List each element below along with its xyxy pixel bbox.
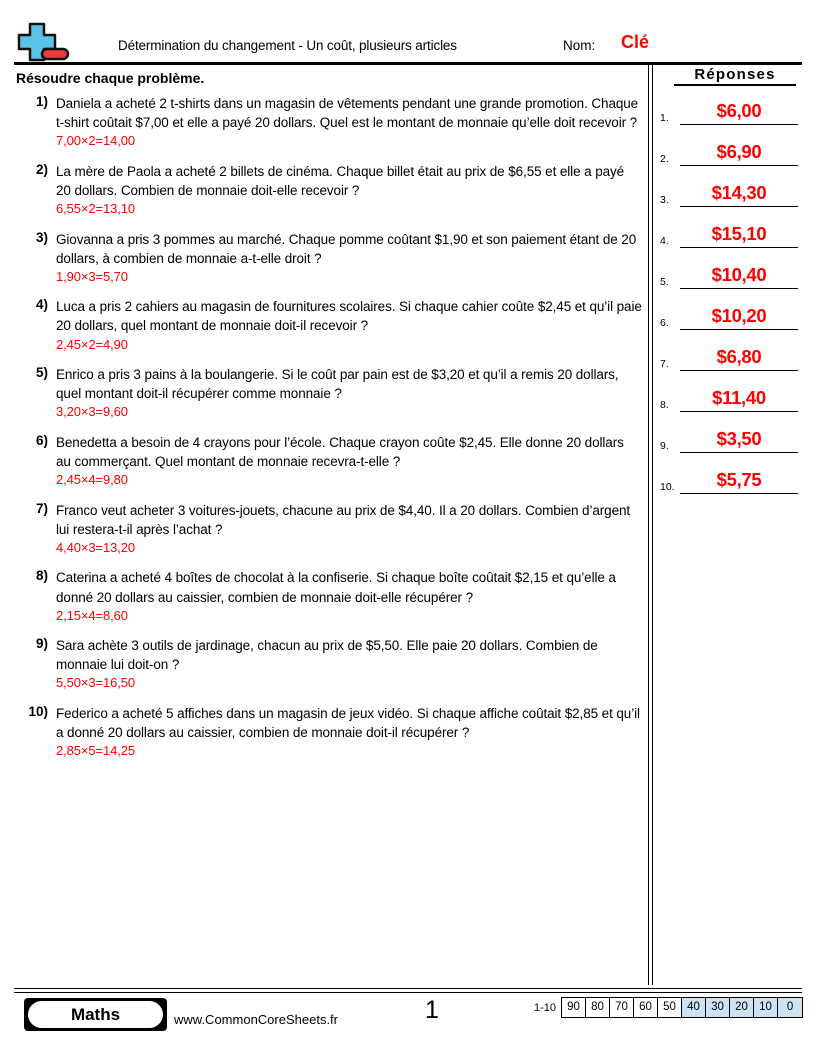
name-label: Nom: xyxy=(563,38,596,53)
problem-work: 2,15×4=8,60 xyxy=(56,607,128,623)
answer-number: 10. xyxy=(660,481,675,493)
answer-row xyxy=(660,332,806,373)
problem-item xyxy=(16,365,642,422)
problem-work: 3,20×3=9,60 xyxy=(56,404,128,420)
problem-item xyxy=(16,568,642,625)
site-url: www.CommonCoreSheets.fr xyxy=(174,1012,338,1027)
answer-row xyxy=(660,291,806,332)
problem-text: Federico a acheté 5 affiches dans un magasin de jeux vidéo. Si chaque affiche coûtait $2,85 et qu’il a donné 20 dollars au caissier, combien de monnaie doit-il récupérer ? xyxy=(56,705,640,741)
score-cell: 10 xyxy=(754,998,778,1017)
problem-item xyxy=(16,501,642,558)
answer-column xyxy=(660,66,806,496)
answer-value: $6,80 xyxy=(716,346,762,367)
problem-number: 2) xyxy=(35,161,48,177)
page-header xyxy=(14,18,802,64)
problem-number: 1) xyxy=(35,94,48,109)
problem-text: Enrico a pris 3 pains à la boulangerie. Si le coût par pain est de $3,20 et qu’il a remis 20 dollars, quel montant doit-il récupérer comme monnaie ? xyxy=(56,367,619,402)
answer-value: $3,50 xyxy=(716,428,762,449)
problem-text: Giovanna a pris 3 pommes au marché. Chaque pomme coûtant $1,90 et son paiement étant de 20 dollars, à combien de monnaie a-t-elle droit ? xyxy=(56,231,637,266)
score-cell: 90 xyxy=(562,998,586,1017)
score-scale xyxy=(534,997,803,1018)
answer-value: $14,30 xyxy=(711,182,767,203)
problem-work: 2,45×2=4,90 xyxy=(56,336,128,352)
score-cell: 70 xyxy=(610,998,634,1017)
answer-row xyxy=(660,455,806,496)
problem-number: 5) xyxy=(35,365,48,381)
answer-value: $6,90 xyxy=(716,141,762,162)
problem-text: La mère de Paola a acheté 2 billets de cinéma. Chaque billet était au prix de $6,55 et elle a payé 20 dollars. Combien de monnaie doit-elle recevoir ? xyxy=(56,163,625,198)
problem-work: 6,55×2=13,10 xyxy=(56,201,136,217)
problem-item xyxy=(16,433,642,490)
problem-item xyxy=(16,636,642,693)
answer-number: 8. xyxy=(660,399,669,411)
column-divider xyxy=(648,65,653,985)
problem-item xyxy=(16,297,642,354)
problem-number: 3) xyxy=(35,229,48,245)
answer-value: $11,40 xyxy=(712,387,766,408)
problem-text: Caterina a acheté 4 boîtes de chocolat à la confiserie. Si chaque boîte coûtait $2,15 et qu’elle a donné 20 dollars au caissier, combien de monnaie doit-elle récupérer ? xyxy=(56,570,616,605)
answer-value: $10,20 xyxy=(711,305,767,326)
score-cell: 40 xyxy=(682,998,706,1017)
problem-item xyxy=(16,704,642,761)
score-scale-cells xyxy=(561,997,803,1018)
problem-text: Benedetta a besoin de 4 crayons pour l’école. Chaque crayon coûte $2,45. Elle donne 20 dollars au commerçant. Quel montant de monnaie recevra-t-elle ? xyxy=(56,434,624,469)
score-cell: 0 xyxy=(778,998,802,1017)
subject-badge xyxy=(24,998,167,1031)
problem-number: 4) xyxy=(35,297,48,313)
score-cell: 20 xyxy=(730,998,754,1017)
answer-number: 7. xyxy=(660,358,669,370)
score-cell: 50 xyxy=(658,998,682,1017)
problem-text: Franco veut acheter 3 voitures-jouets, chacune au prix de $4,40. Il a 20 dollars. Combien d’argent lui restera-t-il après l’achat ? xyxy=(56,502,631,537)
page-number: 1 xyxy=(425,996,439,1024)
problem-text: Daniela a acheté 2 t-shirts dans un magasin de vêtements pendant une grande promotion. Chaque t-shirt coûtait $7,00 et elle a payé 20 dollars. Quel est le montant de monnaie qu’elle doit recevoir ? xyxy=(56,96,639,131)
name-value: Clé xyxy=(621,32,650,52)
answer-row xyxy=(660,209,806,250)
problem-number: 9) xyxy=(35,636,48,652)
score-cell: 30 xyxy=(706,998,730,1017)
answer-value: $6,00 xyxy=(716,100,762,121)
problem-list xyxy=(16,94,642,772)
header-divider xyxy=(14,62,802,65)
page-title: Détermination du changement - Un coût, plusieurs articles xyxy=(118,38,457,53)
answer-number: 9. xyxy=(660,440,669,452)
answer-number: 3. xyxy=(660,194,669,206)
problem-item xyxy=(16,162,642,219)
problem-work: 2,85×5=14,25 xyxy=(56,743,136,759)
answer-row xyxy=(660,86,806,127)
answer-value: $15,10 xyxy=(711,223,767,244)
problem-text: Luca a pris 2 cahiers au magasin de fournitures scolaires. Si chaque cahier coûte $2,45 et qu’il paie 20 dollars, quel montant de monnaie doit-il recevoir ? xyxy=(56,299,642,334)
problem-number: 10) xyxy=(28,703,48,719)
score-cell: 80 xyxy=(586,998,610,1017)
answer-row xyxy=(660,168,806,209)
problem-work: 1,90×3=5,70 xyxy=(56,268,128,284)
answer-value: $10,40 xyxy=(711,264,767,285)
problem-item xyxy=(16,94,642,151)
answer-row xyxy=(660,250,806,291)
problem-number: 8) xyxy=(35,568,48,584)
footer-divider xyxy=(14,988,802,993)
problem-number: 7) xyxy=(35,500,48,516)
answer-number: 4. xyxy=(660,235,669,247)
problem-number: 6) xyxy=(35,432,48,448)
subject-badge-label: Maths xyxy=(28,1001,163,1028)
score-cell: 60 xyxy=(634,998,658,1017)
answers-heading: Réponses xyxy=(674,66,796,86)
score-scale-label: 1-10 xyxy=(534,1001,557,1014)
problem-item xyxy=(16,230,642,287)
answer-number: 5. xyxy=(660,276,669,288)
answer-row xyxy=(660,373,806,414)
answer-number: 6. xyxy=(660,317,669,329)
answer-number: 1. xyxy=(660,112,669,124)
problem-work: 5,50×3=16,50 xyxy=(56,675,136,691)
problem-text: Sara achète 3 outils de jardinage, chacun au prix de $5,50. Elle paie 20 dollars. Combien de monnaie lui doit-on ? xyxy=(56,638,598,673)
plus-minus-logo-icon xyxy=(14,20,80,64)
problem-work: 4,40×3=13,20 xyxy=(56,539,136,555)
answer-row xyxy=(660,127,806,168)
problem-work: 2,45×4=9,80 xyxy=(56,472,128,488)
instruction-text: Résoudre chaque problème. xyxy=(16,70,205,86)
answer-row xyxy=(660,414,806,455)
answer-number: 2. xyxy=(660,153,669,165)
answer-value: $5,75 xyxy=(716,469,762,490)
problem-work: 7,00×2=14,00 xyxy=(56,133,136,149)
